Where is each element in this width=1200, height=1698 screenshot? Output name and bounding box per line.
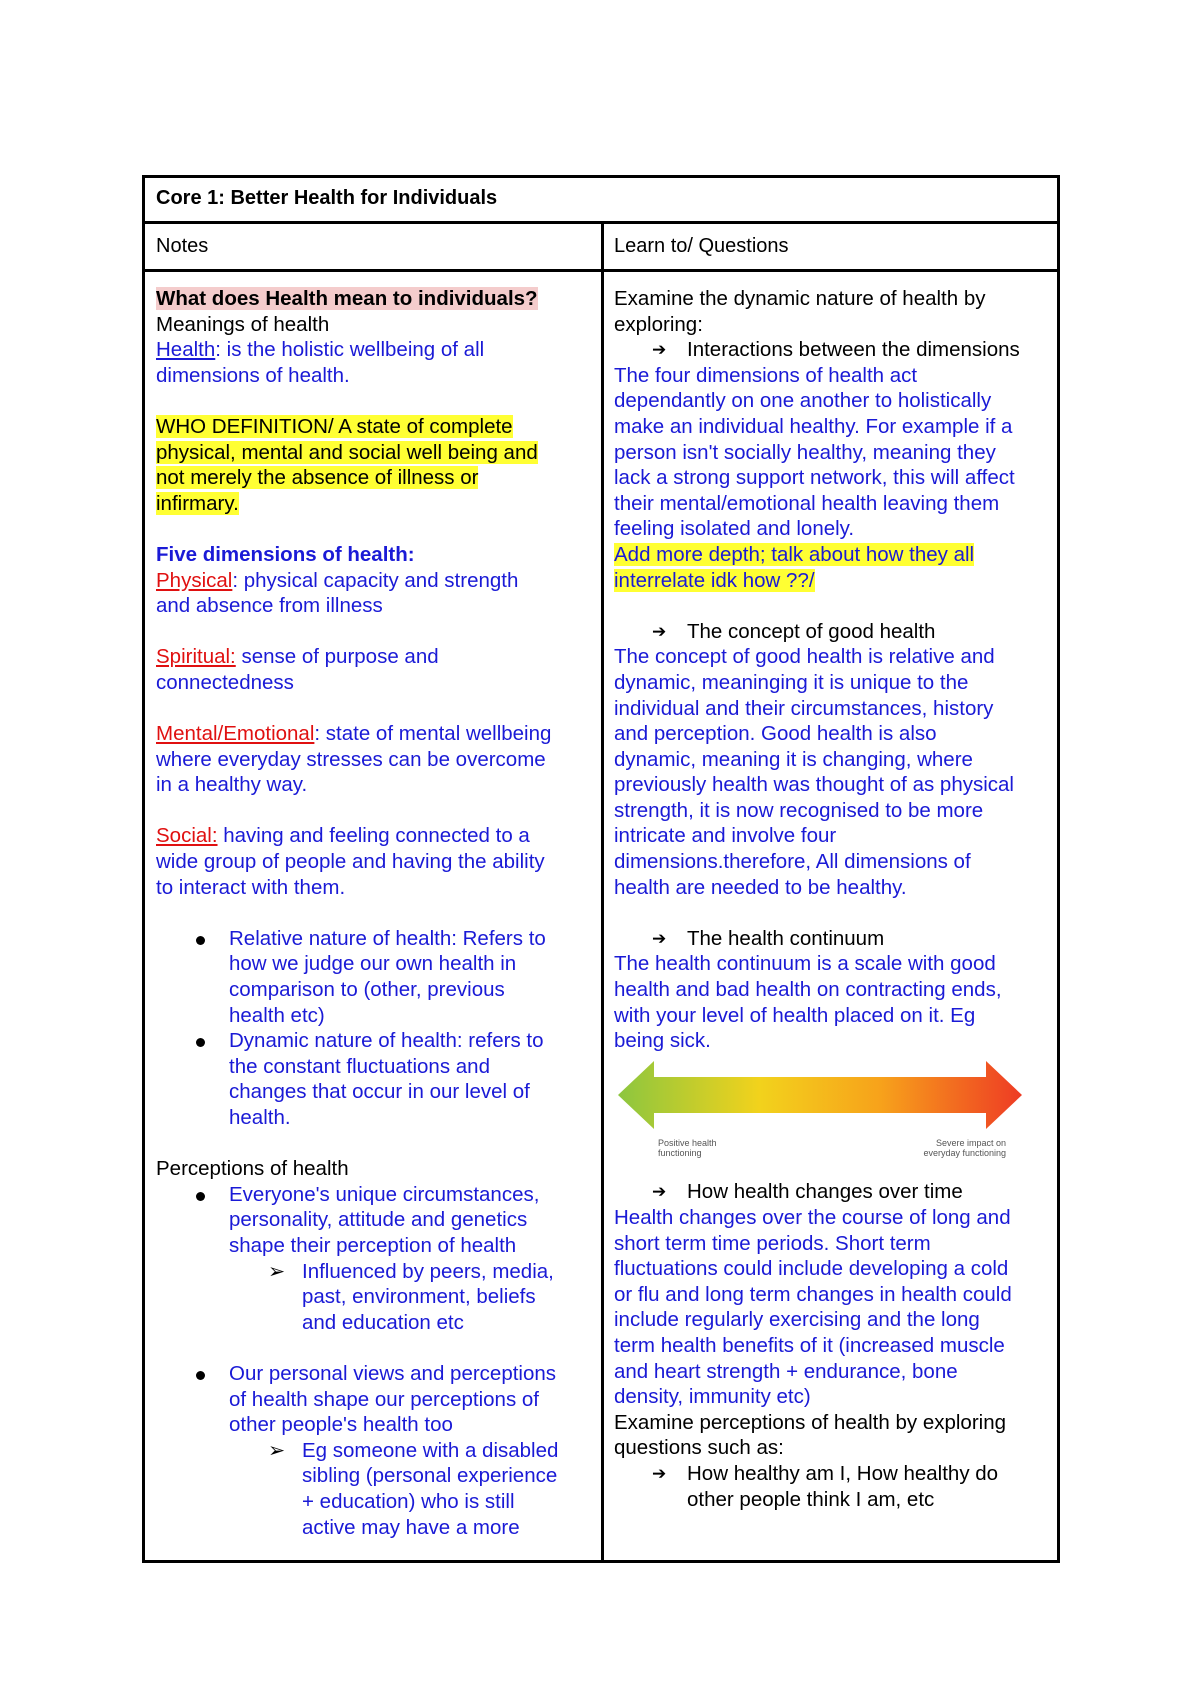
five-dimensions-heading: Five dimensions of health: <box>156 542 415 566</box>
text-line: exploring: <box>614 312 703 336</box>
arrow-right-icon: ➔ <box>652 1182 667 1202</box>
mental-definition <box>156 721 596 747</box>
topic-item <box>614 619 1054 645</box>
continuum-right-label: Severe impact on everyday functioning <box>923 1137 1006 1158</box>
highlighted-note: Add more depth; talk about how they all <box>614 542 975 566</box>
text-line: intricate and involve four <box>614 824 837 848</box>
text-line: strength, it is now recognised to be more <box>614 798 984 822</box>
perceptions-label: Perceptions of health <box>156 1157 349 1181</box>
topic-label: How healthy am I, How healthy do <box>687 1461 999 1485</box>
text-line: wide group of people and having the ability <box>156 850 545 874</box>
health-term: Health <box>156 338 216 362</box>
arrowhead-icon: ➢ <box>268 1259 286 1283</box>
text-line: individual and their circumstances, history <box>614 696 994 720</box>
paragraph <box>614 1205 1054 1410</box>
notes-table <box>142 175 1060 1563</box>
text-line: health. <box>229 1106 291 1129</box>
text-line: of health shape our perceptions of <box>229 1387 539 1411</box>
spiritual-term: Spiritual: <box>156 645 236 669</box>
meanings-label: Meanings of health <box>156 312 330 336</box>
column-divider <box>601 224 604 1560</box>
text-line: or flu and long term changes in health could <box>614 1282 1012 1306</box>
text-line: + education) who is still <box>302 1489 515 1513</box>
text-line: changes that occur in our level of <box>229 1080 530 1104</box>
paragraph <box>614 644 1054 900</box>
text-line: health and bad health on contracting ends, <box>614 978 1002 1002</box>
topic-item <box>614 1461 1054 1512</box>
double-arrow-icon <box>618 1059 1022 1135</box>
text-line: fluctuations could include developing a cold <box>614 1257 1009 1281</box>
text-line: having and feeling connected to a <box>217 824 530 848</box>
text-line: with your level of health placed on it. Eg <box>614 1003 976 1027</box>
text-line: The concept of good health is relative and <box>614 645 995 669</box>
text-line: Everyone's unique circumstances, <box>229 1182 540 1206</box>
physical-term: Physical <box>156 568 233 592</box>
text-line: dimensions of health. <box>156 363 350 387</box>
arrow-right-icon: ➔ <box>652 1463 667 1483</box>
text-line: : is the holistic wellbeing of all <box>215 338 485 362</box>
text-line: their mental/emotional health leaving them <box>614 491 1000 515</box>
text-line: Our personal views and perceptions <box>229 1361 557 1385</box>
sub-list-item <box>156 1259 596 1336</box>
bullet-icon <box>196 926 205 952</box>
bullet-icon <box>196 1028 205 1054</box>
arrow-right-icon: ➔ <box>652 340 667 360</box>
topic-label: The health continuum <box>687 926 885 950</box>
text-line: dimensions.therefore, All dimensions of <box>614 850 971 874</box>
text-line: make an individual healthy. For example if a <box>614 414 1013 438</box>
text-line: dynamic, meaninging it is unique to the <box>614 670 969 694</box>
text-line: personality, attitude and genetics <box>229 1208 528 1232</box>
text-line: short term time periods. Short term <box>614 1231 931 1255</box>
text-line: Influenced by peers, media, <box>302 1259 554 1283</box>
text-line: past, environment, beliefs <box>302 1285 536 1309</box>
text-line: previously health was thought of as physical <box>614 773 1014 797</box>
text-line: being sick. <box>614 1029 711 1053</box>
highlighted-note: interrelate idk how ??/ <box>614 568 815 592</box>
table-title: Core 1: Better Health for Individuals <box>145 178 1057 224</box>
text-line: other people's health too <box>229 1413 453 1437</box>
text-line: The health continuum is a scale with good <box>614 952 996 976</box>
text-line: shape their perception of health <box>229 1233 517 1257</box>
topic-label: The concept of good health <box>687 619 936 643</box>
text-line: and education etc <box>302 1310 464 1334</box>
topic-item <box>614 1179 1054 1205</box>
who-definition-line: WHO DEFINITION/ A state of complete <box>156 414 513 438</box>
text-line: and perception. Good health is also <box>614 722 937 746</box>
physical-definition <box>156 568 596 594</box>
text-line: Examine perceptions of health by exploring <box>614 1410 1007 1434</box>
bullet-icon <box>196 1182 205 1208</box>
text-line: include regularly exercising and the long <box>614 1308 980 1332</box>
mental-term: Mental/Emotional <box>156 722 315 746</box>
text-line: and absence from illness <box>156 594 383 618</box>
section-heading: What does Health mean to individuals? <box>156 287 538 310</box>
text-line: : state of mental wellbeing <box>314 722 552 746</box>
arrowhead-icon: ➢ <box>268 1438 286 1462</box>
who-definition-line: infirmary. <box>156 491 239 515</box>
text-line: active may have a more <box>302 1515 520 1539</box>
text-line: person isn't socially healthy, meaning they <box>614 440 996 464</box>
health-continuum-graphic <box>614 1059 1054 1158</box>
text-line: density, immunity etc) <box>614 1385 811 1409</box>
sub-list-item <box>156 1438 596 1540</box>
text-line: how we judge our own health in <box>229 952 517 976</box>
text-line: the constant fluctuations and <box>229 1054 490 1078</box>
social-definition <box>156 823 596 849</box>
topic-label: other people think I am, etc <box>687 1487 935 1511</box>
topic-label: How health changes over time <box>687 1180 963 1204</box>
list-item <box>156 1028 596 1130</box>
topic-item <box>614 337 1054 363</box>
questions-header: Learn to/ Questions <box>614 235 789 257</box>
questions-column <box>614 286 1054 1512</box>
text-line: health etc) <box>229 1003 325 1027</box>
paragraph <box>614 951 1054 1053</box>
health-definition <box>156 337 596 363</box>
arrow-right-icon: ➔ <box>652 928 667 948</box>
text-line: feeling isolated and lonely. <box>614 517 855 541</box>
text-line: lack a strong support network, this will affect <box>614 466 1015 490</box>
text-line: where everyday stresses can be overcome <box>156 747 546 771</box>
text-line: Eg someone with a disabled <box>302 1438 559 1462</box>
text-line: Examine the dynamic nature of health by <box>614 287 986 310</box>
who-definition-line: not merely the absence of illness or <box>156 466 479 490</box>
text-line: questions such as: <box>614 1436 784 1460</box>
topic-item <box>614 926 1054 952</box>
list-item <box>156 1182 596 1259</box>
text-line: sibling (personal experience <box>302 1464 558 1488</box>
text-line: connectedness <box>156 670 294 694</box>
text-line: term health benefits of it (increased muscle <box>614 1333 1005 1357</box>
bullet-icon <box>196 1361 205 1387</box>
paragraph <box>614 363 1054 542</box>
text-line: dependantly on one another to holistically <box>614 389 992 413</box>
text-line: in a healthy way. <box>156 773 308 797</box>
text-line: : physical capacity and strength <box>232 568 519 592</box>
text-line: to interact with them. <box>156 875 346 899</box>
spiritual-definition <box>156 644 596 670</box>
who-definition-line: physical, mental and social well being and <box>156 440 538 464</box>
notes-column <box>156 286 596 1540</box>
text-line: Relative nature of health: Refers to <box>229 926 546 950</box>
notes-header: Notes <box>156 235 209 257</box>
topic-label: Interactions between the dimensions <box>687 338 1020 362</box>
list-item <box>156 926 596 1028</box>
social-term: Social: <box>156 824 218 848</box>
continuum-left-label: Positive health functioning <box>658 1137 717 1158</box>
text-line: dynamic, meaning it is changing, where <box>614 747 973 771</box>
text-line: The four dimensions of health act <box>614 363 918 387</box>
text-line: and heart strength + endurance, bone <box>614 1359 958 1383</box>
arrow-right-icon: ➔ <box>652 621 667 641</box>
text-line: Dynamic nature of health: refers to <box>229 1029 544 1053</box>
text-line: sense of purpose and <box>235 645 439 669</box>
text-line: health are needed to be healthy. <box>614 875 907 899</box>
text-line: comparison to (other, previous <box>229 978 505 1002</box>
list-item <box>156 1361 596 1438</box>
text-line: Health changes over the course of long and <box>614 1206 1011 1229</box>
